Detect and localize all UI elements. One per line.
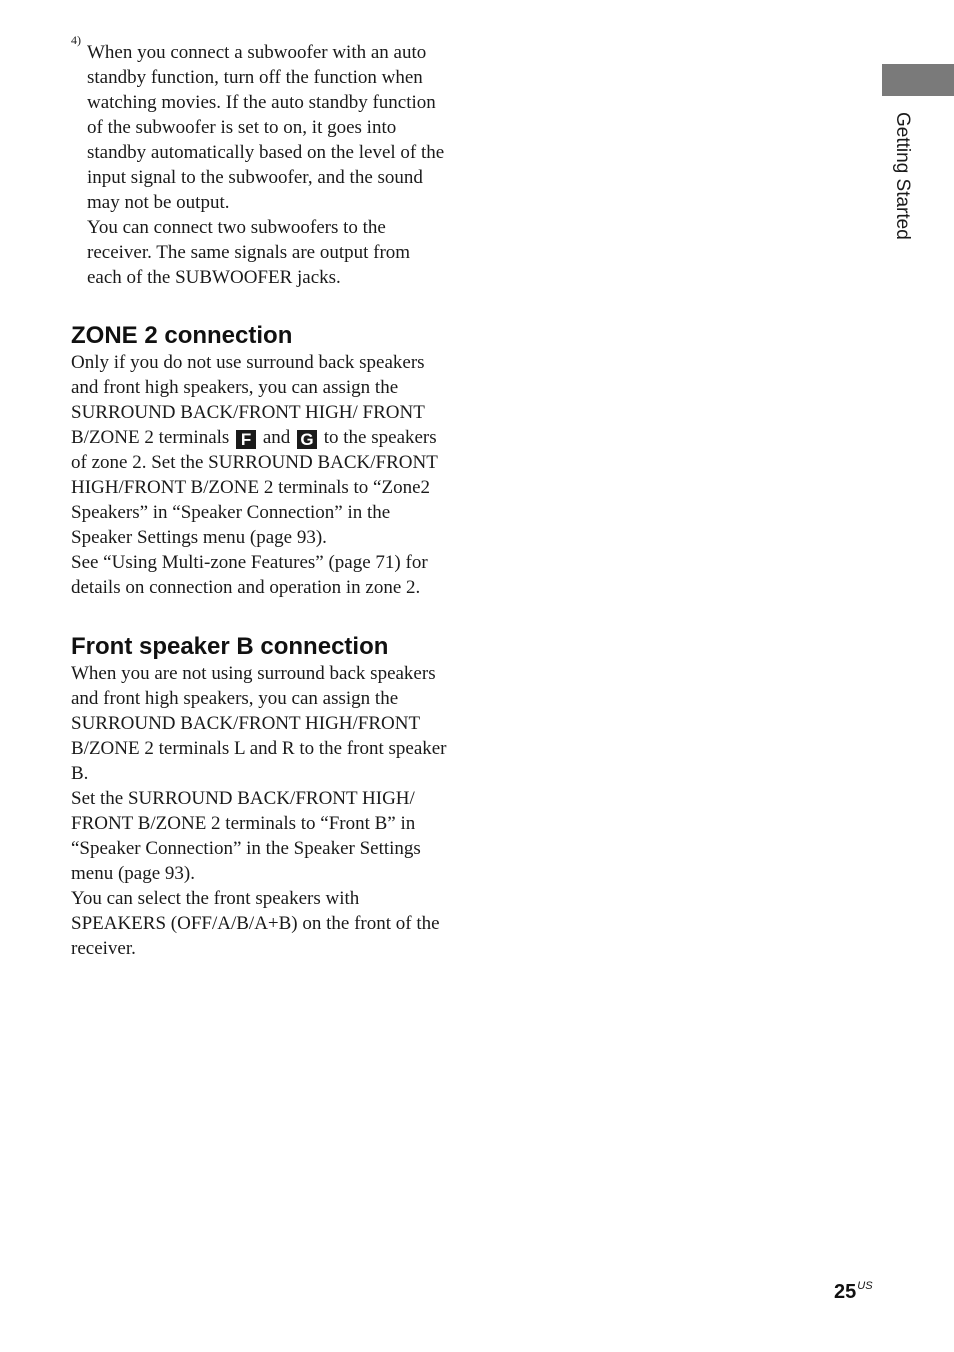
section-heading-front-b: Front speaker B connection (71, 633, 389, 660)
frontb-paragraph-2: Set the SURROUND BACK/FRONT HIGH/ FRONT B/ZONE 2 terminals to “Front B” in “Speaker Connection” in the Speaker Settings menu (page 93). (71, 788, 421, 884)
page-number (834, 1280, 873, 1304)
page-number-value: 25 (834, 1281, 857, 1303)
zone2-paragraph-2: See “Using Multi-zone Features” (page 71) for details on connection and operation in zone 2. (71, 552, 428, 598)
terminal-tag-f: F (236, 430, 256, 449)
section-tab-marker (882, 64, 954, 96)
zone2-text-a: Only if you do not use surround back speakers and front high speakers, you can assign the SURROUND BACK/FRONT HIGH/ FRONT B/ZONE 2 terminals (71, 352, 425, 448)
footnote-text-2: You can connect two subwoofers to the receiver. The same signals are output from each of the SUBWOOFER jacks. (87, 217, 411, 288)
footnote-marker: 4) (71, 33, 81, 47)
section-side-label: Getting Started (892, 112, 913, 240)
section-heading-zone2: ZONE 2 connection (71, 322, 293, 349)
frontb-paragraph-3: You can select the front speakers with SPEAKERS (OFF/A/B/A+B) on the front of the receiver. (71, 888, 440, 959)
zone2-paragraph-1 (71, 350, 449, 550)
zone2-text-b: and (262, 427, 291, 448)
footnote (71, 33, 449, 290)
page-number-suffix: US (857, 1280, 873, 1292)
footnote-text: When you connect a subwoofer with an auto standby function, turn off the function when watching movies. If the auto standby function of the subwoofer is set to on, it goes into standby automatically based on the level of the input signal to the subwoofer, and the sound may not be output. (87, 42, 445, 213)
terminal-tag-g: G (297, 430, 317, 449)
main-column (71, 33, 449, 961)
frontb-paragraph-1: When you are not using surround back speakers and front high speakers, you can assign the SURROUND BACK/FRONT HIGH/FRONT B/ZONE 2 terminals L and R to the front speaker B. (71, 663, 447, 784)
zone2-text-c: to the speakers of zone 2. Set the SURROUND BACK/FRONT HIGH/FRONT B/ZONE 2 terminals to “Zone2 Speakers” in “Speaker Connection” in the Speaker Settings menu (page 93). (71, 427, 438, 548)
